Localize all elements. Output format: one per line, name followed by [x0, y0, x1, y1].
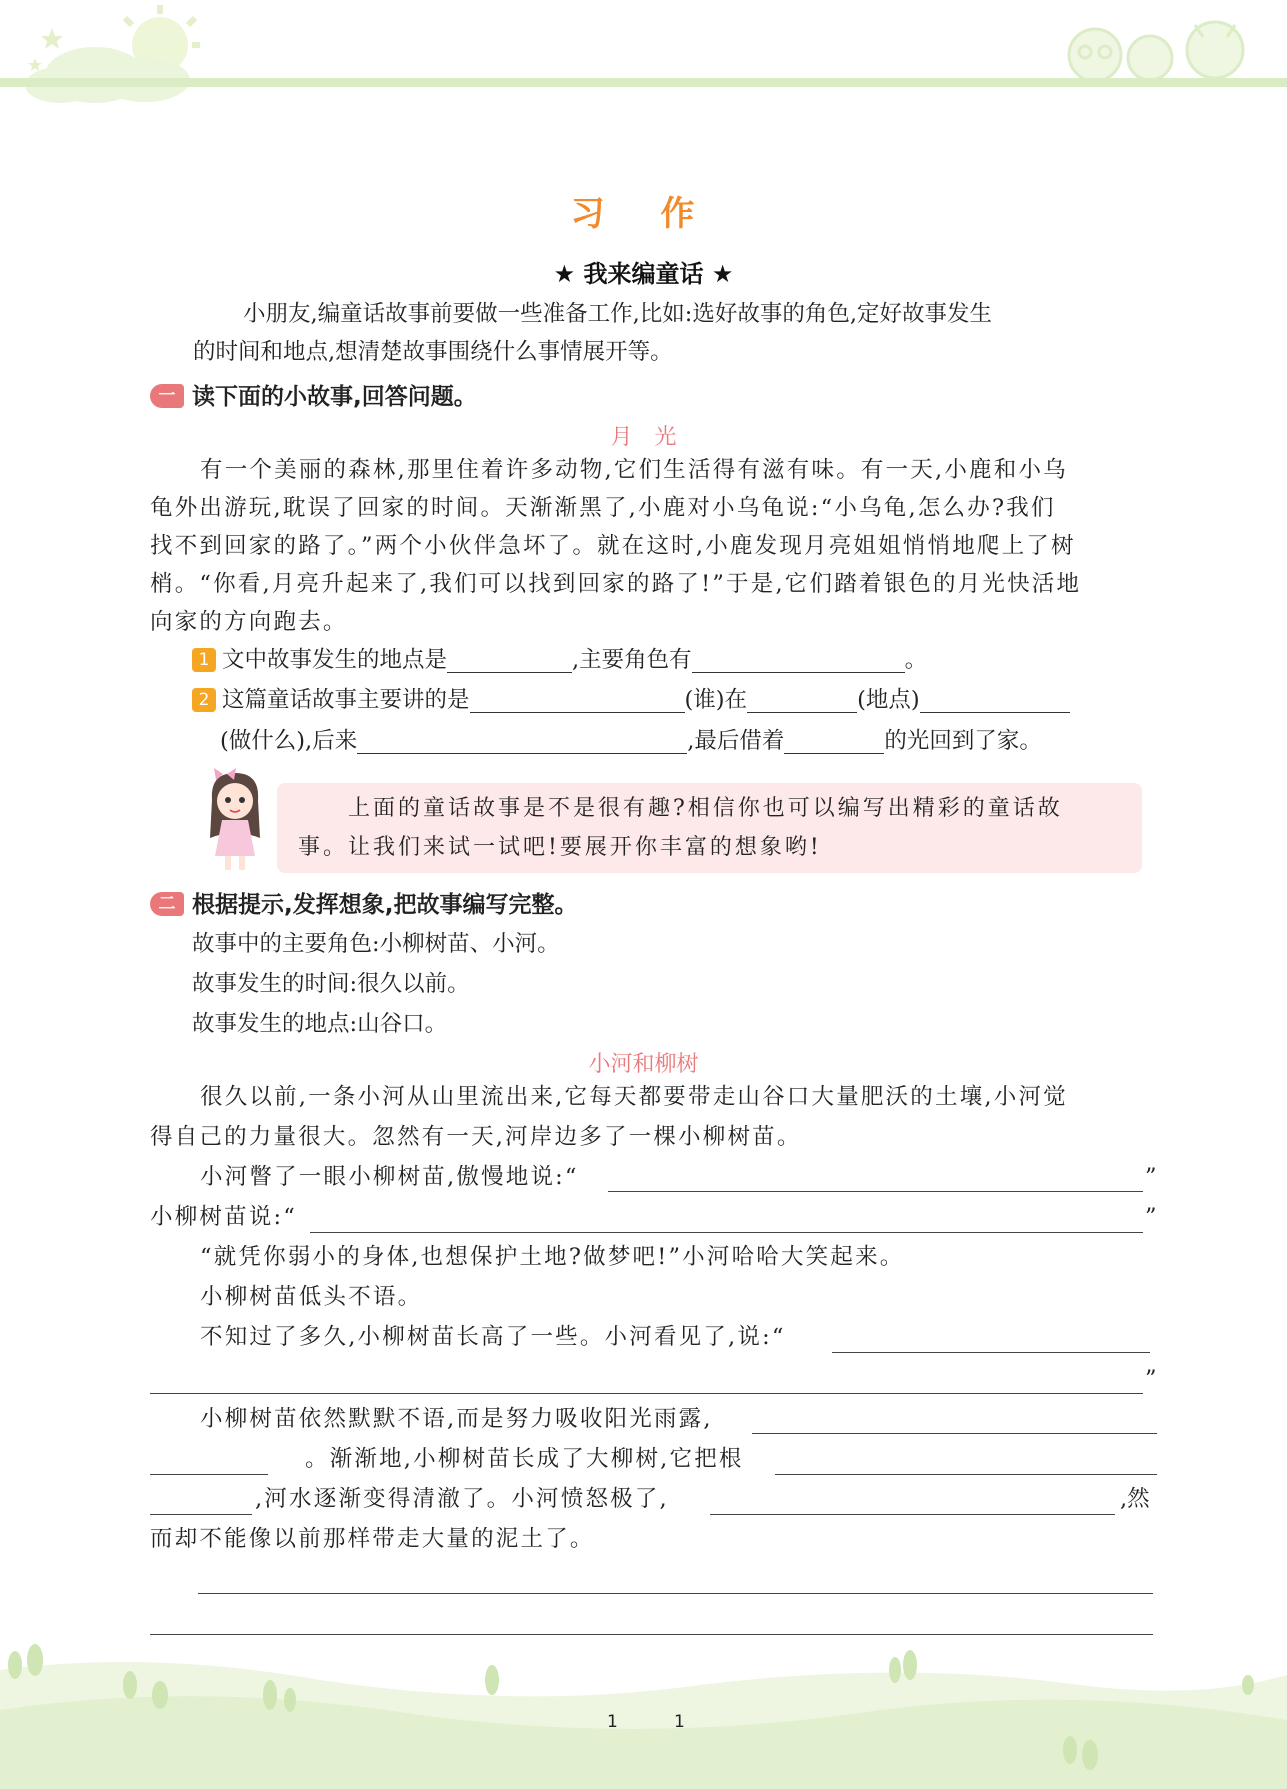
story-2-line: 很久以前,一条小河从山里流出来,它每天都要带走山谷口大量肥沃的土壤,小河觉 [200, 1084, 1068, 1110]
writing-line[interactable] [150, 1474, 268, 1475]
story-2-line: ,河水逐渐变得清澈了。小河愤怒极了, [255, 1486, 669, 1512]
story-2-title: 小河和柳树 [588, 1052, 699, 1077]
hint-item: 故事发生的时间:很久以前。 [192, 971, 470, 997]
animal-friends-icon [1069, 22, 1243, 81]
hint-item: 故事中的主要角色:小柳树苗、小河。 [192, 931, 560, 957]
writing-line[interactable] [198, 1593, 1153, 1594]
writing-line[interactable] [710, 1514, 1115, 1515]
story-1-line: 找不到回家的路了。”两个小伙伴急坏了。就在这时,小鹿发现月亮姐姐悄悄地爬上了树 [150, 533, 1076, 559]
writing-line[interactable] [775, 1474, 1157, 1475]
answer-blank[interactable] [357, 727, 687, 754]
question-1-text: 文中故事发生的地点是 [222, 647, 448, 673]
story-2-line: “就凭你弱小的身体,也想保护土地?做梦吧!”小河哈哈大笑起来。 [200, 1244, 905, 1270]
tip-line-2: 事。让我们来试一试吧!要展开你丰富的想象哟! [298, 835, 822, 860]
question-2-text: 这篇童话故事主要讲的是 [222, 687, 470, 713]
question-1-number: 1 [192, 648, 216, 672]
answer-blank[interactable] [747, 686, 857, 713]
dress-icon [215, 820, 255, 856]
section-2-badge: 二 [150, 892, 184, 916]
story-2-line: 小河瞥了一眼小柳树苗,傲慢地说:“ [200, 1164, 579, 1190]
story-2-line: 小柳树苗低头不语。 [200, 1284, 423, 1310]
story-2-line: 小柳树苗依然默默不语,而是努力吸收阳光雨露, [200, 1406, 713, 1432]
quote-close: ” [1145, 1164, 1157, 1190]
face-icon [217, 783, 253, 819]
quote-close: ” [1145, 1366, 1157, 1392]
writing-line[interactable] [608, 1191, 1143, 1192]
writing-line[interactable] [310, 1232, 1143, 1233]
question-2-text: ,最后借着 [687, 728, 785, 754]
story-1-title: 月 光 [610, 425, 677, 450]
writing-line[interactable] [150, 1514, 252, 1515]
answer-blank[interactable] [447, 646, 572, 673]
question-2 [192, 681, 1070, 719]
question-2-text: (做什么),后来 [220, 728, 358, 754]
story-1-line: 有一个美丽的森林,那里住着许多动物,它们生活得有滋有味。有一天,小鹿和小乌 [200, 457, 1068, 483]
answer-blank[interactable] [784, 727, 884, 754]
section-1-title: 读下面的小故事,回答问题。 [192, 384, 477, 410]
question-1-text: 。 [904, 647, 928, 673]
story-2-line: 而却不能像以前那样带走大量的泥土了。 [150, 1526, 595, 1552]
page-number: 1 [674, 1712, 685, 1732]
footer-landscape [0, 1640, 1287, 1789]
section-1-badge: 一 [150, 384, 184, 408]
quote-close: ” [1145, 1204, 1157, 1230]
hint-item: 故事发生的地点:山谷口。 [192, 1011, 448, 1037]
girl-illustration [200, 768, 270, 878]
story-2-line: 小柳树苗说:“ [150, 1204, 297, 1230]
section-2-heading [150, 886, 577, 919]
header-decoration [0, 0, 1287, 120]
question-2-number: 2 [192, 688, 216, 712]
story-2-line: 不知过了多久,小柳树苗长高了一些。小河看见了,说:“ [200, 1324, 786, 1350]
story-1-line: 向家的方向跑去。 [150, 609, 348, 635]
question-2-text: (地点) [857, 687, 920, 713]
page-subtitle: ★ 我来编童话 ★ [553, 260, 734, 288]
writing-line[interactable] [150, 1634, 1153, 1635]
answer-blank[interactable] [470, 686, 685, 713]
story-2-line: ,然 [1120, 1486, 1150, 1512]
question-1 [192, 641, 927, 679]
section-1-heading [150, 378, 477, 411]
intro-line-2: 的时间和地点,想清楚故事围绕什么事情展开等。 [193, 339, 673, 365]
question-2-text: 的光回到了家。 [884, 728, 1042, 754]
page-number: 1 [607, 1712, 618, 1732]
writing-line[interactable] [752, 1433, 1157, 1434]
intro-line-1: 小朋友,编童话故事前要做一些准备工作,比如:选好故事的角色,定好故事发生 [243, 301, 993, 327]
section-2-title: 根据提示,发挥想象,把故事编写完整。 [192, 892, 578, 918]
question-2-continued [220, 722, 1042, 760]
answer-blank[interactable] [692, 646, 905, 673]
header-band [0, 78, 1287, 87]
question-1-text: ,主要角色有 [572, 647, 692, 673]
story-2-line: 得自己的力量很大。忽然有一天,河岸边多了一棵小柳树苗。 [150, 1124, 802, 1150]
story-1-line: 梢。“你看,月亮升起来了,我们可以找到回家的路了!”于是,它们踏着银色的月光快活地 [150, 571, 1082, 597]
story-2-line: 。渐渐地,小柳树苗长成了大柳树,它把根 [305, 1446, 744, 1472]
answer-blank[interactable] [920, 686, 1070, 713]
tip-line-1: 上面的童话故事是不是很有趣?相信你也可以编写出精彩的童话故 [348, 796, 1063, 821]
writing-line[interactable] [150, 1393, 1143, 1394]
question-2-text: (谁)在 [684, 687, 748, 713]
page-title: 习 作 [570, 194, 717, 234]
story-1-line: 龟外出游玩,耽误了回家的时间。天渐渐黑了,小鹿对小乌龟说:“小乌龟,怎么办?我们 [150, 495, 1056, 521]
writing-line[interactable] [832, 1352, 1150, 1353]
